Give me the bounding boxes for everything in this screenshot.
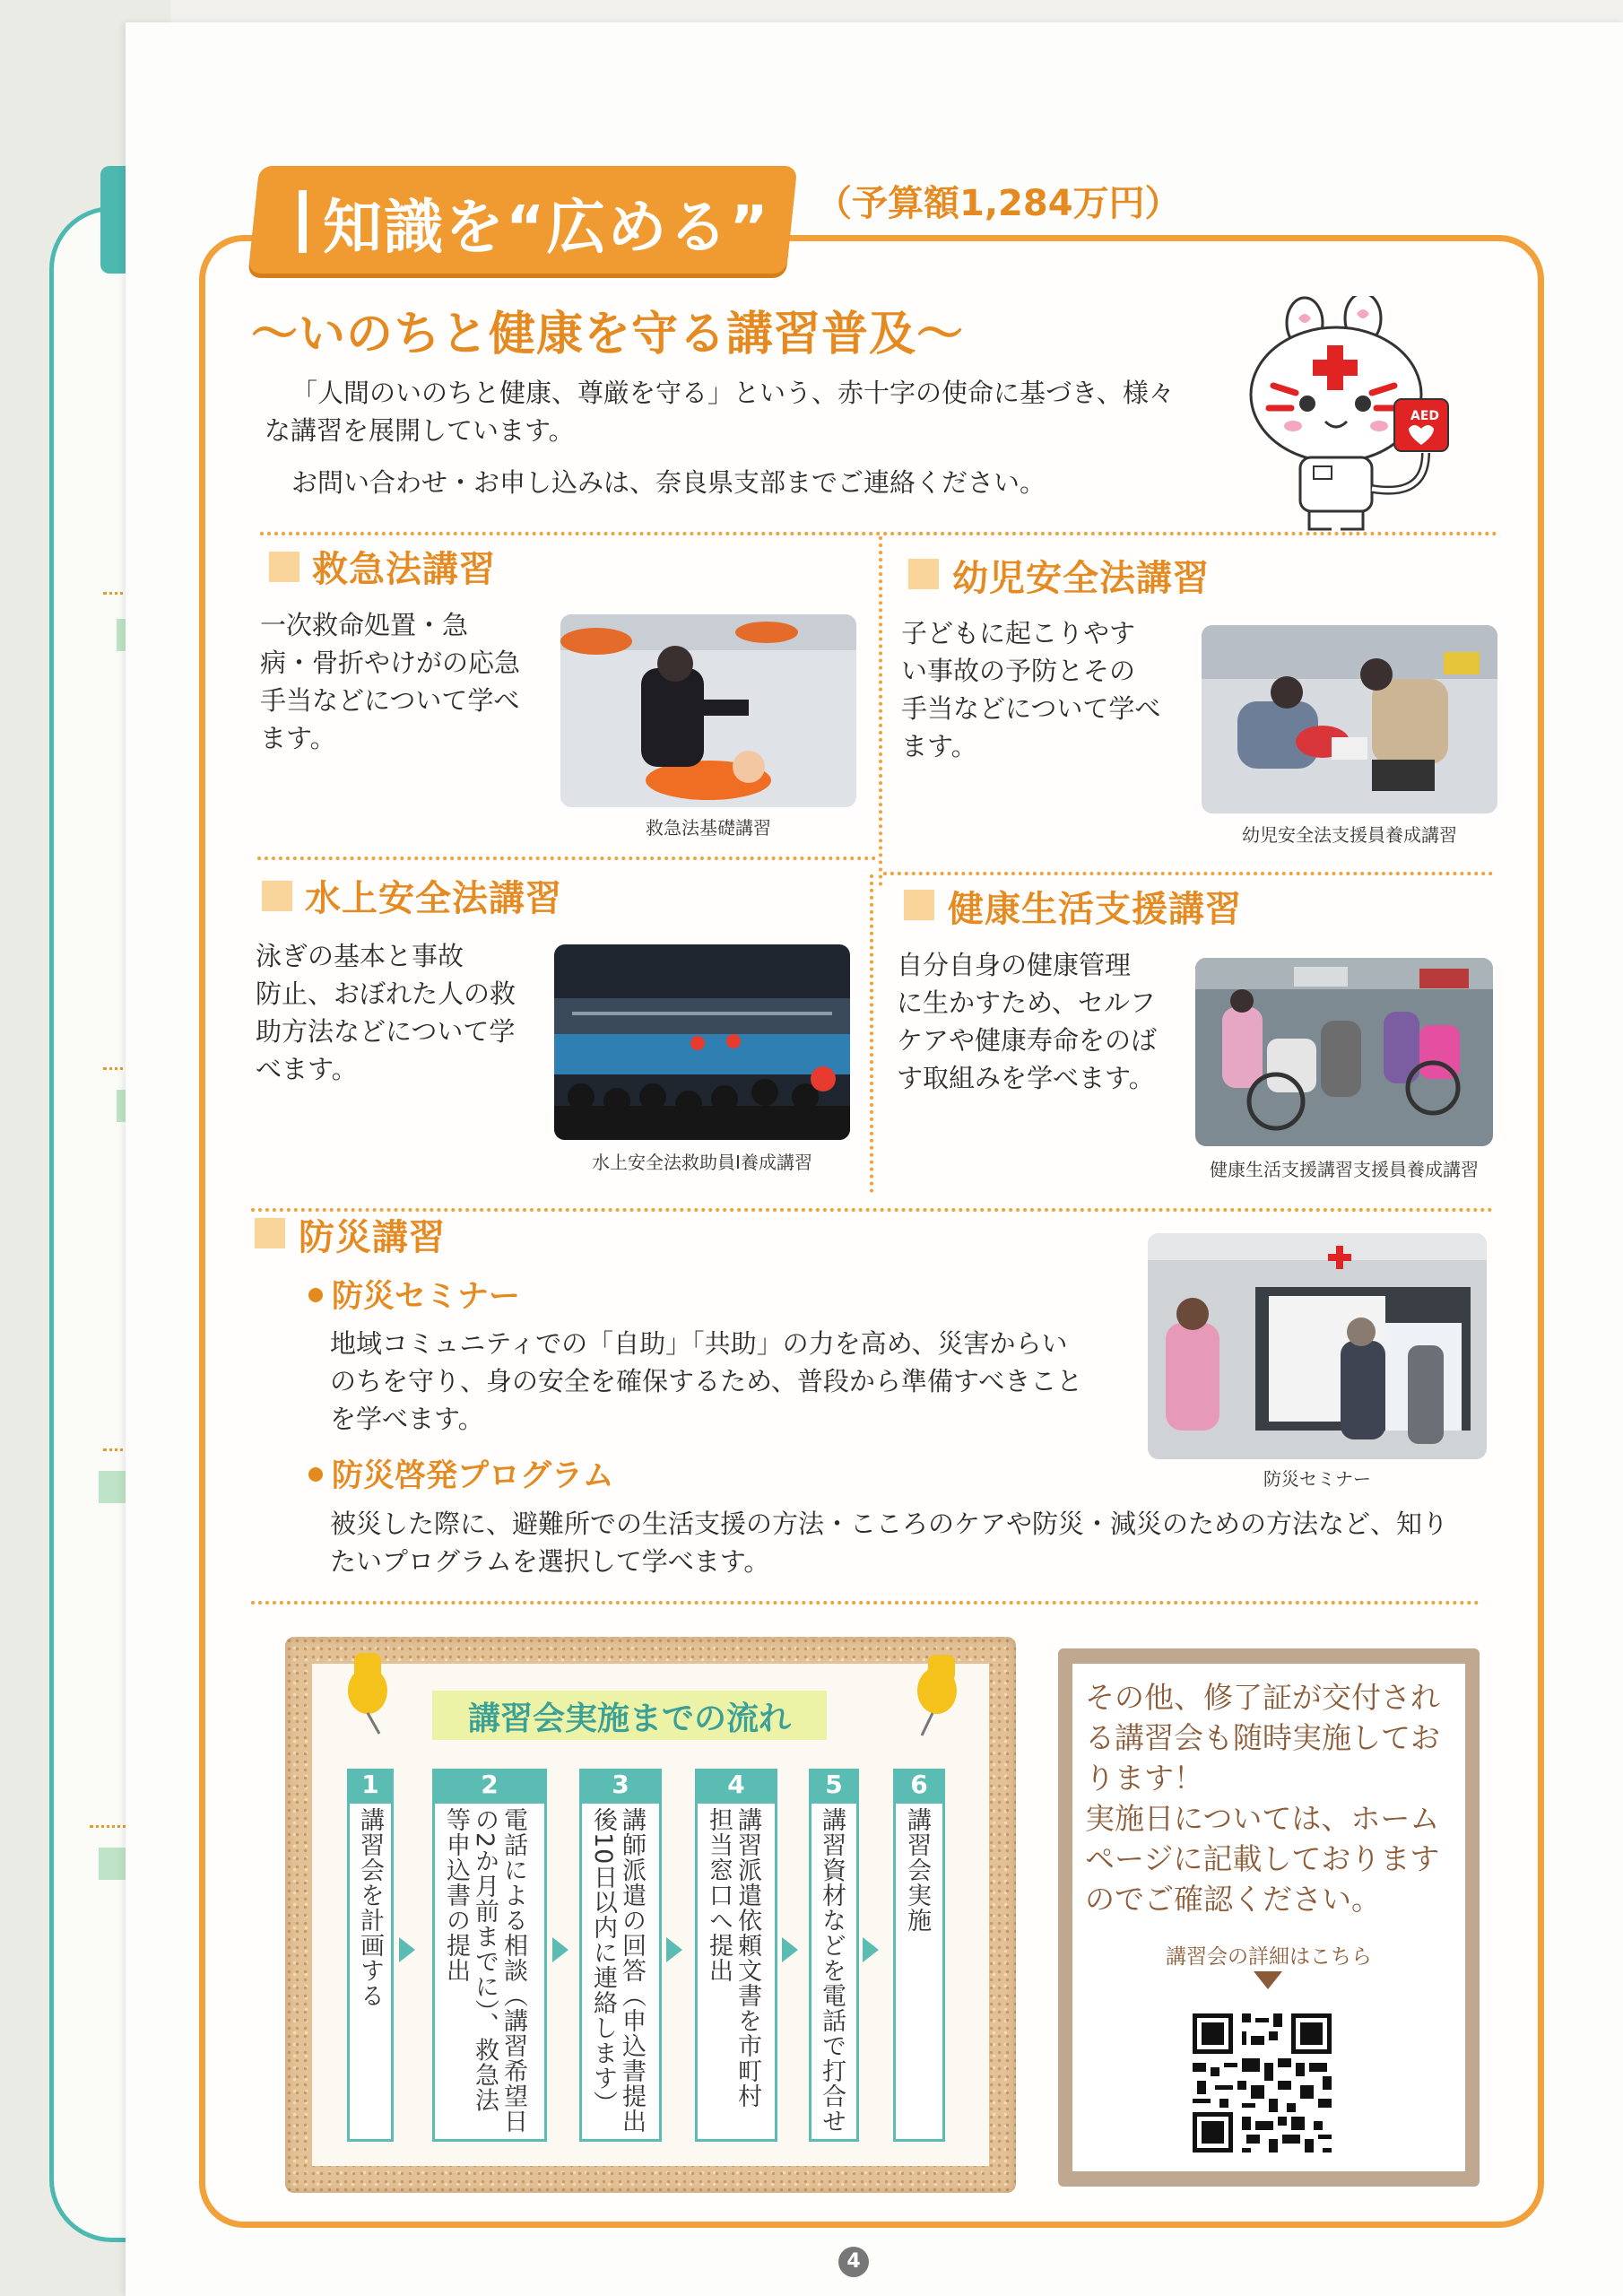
step-text: 電話による相談（講習希望日 の2か月前までに）、救急法 等申込書の提出 xyxy=(442,1807,527,2134)
photo-caption: 健康生活支援講習支援員養成講習 xyxy=(1210,1159,1479,1180)
intro-text: お問い合わせ・お申し込みは、奈良県支部までご連絡ください。 xyxy=(291,467,1046,498)
section-marker xyxy=(908,559,939,589)
arrow-right-icon xyxy=(666,1937,682,1962)
arrow-right-icon xyxy=(399,1937,415,1962)
step-number: 2 xyxy=(432,1769,547,1801)
divider xyxy=(870,874,873,1193)
section-heading-health-support: 健康生活支援講習 xyxy=(948,889,1242,930)
divider xyxy=(883,872,1493,875)
bullet-icon xyxy=(308,1467,323,1482)
disaster-seminar-photo xyxy=(1148,1233,1487,1459)
page-subtitle: ～いのちと健康を守る講習普及～ xyxy=(251,308,965,361)
divider xyxy=(251,1601,1480,1605)
aed-badge-label: AED xyxy=(1410,409,1440,423)
page-title: 知識を“広める” xyxy=(323,193,770,262)
section-body-child-safety: 子どもに起こりやす い事故の予防とその 手当などについて学べ ます。 xyxy=(901,618,1161,761)
arrow-right-icon xyxy=(782,1937,798,1962)
qr-code-icon[interactable] xyxy=(1188,2009,1336,2157)
water-safety-photo xyxy=(554,944,850,1140)
disaster-seminar-body: 地域コミュニティでの「自助」「共助」の力を高め、災害からい のちを守り、身の安全を確保するため、普段から準備すべきこと を学べます。 xyxy=(330,1328,1083,1434)
down-triangle-icon xyxy=(1254,1971,1282,1989)
red-cross-mascot-icon xyxy=(1237,296,1462,538)
arrow-right-icon xyxy=(552,1937,568,1962)
bullet-icon xyxy=(308,1288,323,1302)
step-number: 1 xyxy=(347,1769,394,1801)
step-text: 講師派遣の回答（申込書提出 後10日以内に連絡します） xyxy=(589,1807,646,2134)
section-heading-child-safety: 幼児安全法講習 xyxy=(952,558,1210,599)
photo-caption: 防災セミナー xyxy=(1263,1468,1371,1490)
section-body-water-safety: 泳ぎの基本と事故 防止、おぼれた人の救 助方法などについて学 べます。 xyxy=(256,941,516,1084)
title-bar-accent xyxy=(299,190,307,253)
step-number: 4 xyxy=(695,1769,777,1801)
photo-caption: 水上安全法救助員Ⅰ養成講習 xyxy=(592,1152,812,1173)
first-aid-photo xyxy=(560,614,856,807)
section-body-health-support: 自分自身の健康管理 に生かすため、セルフ ケアや健康寿命をのば す取組みを学べます。 xyxy=(897,950,1158,1093)
section-marker xyxy=(904,890,934,920)
step-text: 講習派遣依頼文書を市町村 担当窓口へ提出 xyxy=(705,1807,761,2109)
flow-title: 講習会実施までの流れ xyxy=(467,1700,791,1737)
section-heading-water-safety: 水上安全法講習 xyxy=(305,878,562,919)
section-marker xyxy=(269,552,299,582)
details-link[interactable]: 講習会の詳細はこちら xyxy=(1166,1945,1372,1969)
divider xyxy=(879,536,882,886)
step-text: 講習資材などを電話で打合せ xyxy=(818,1807,846,2134)
disaster-program-body: 被災した際に、避難所での生活支援の方法・こころのケアや防災・減災のための方法など、知り たいプログラムを選択して学べます。 xyxy=(330,1509,1449,1577)
child-safety-photo xyxy=(1202,625,1497,813)
section-heading-disaster: 防災講習 xyxy=(299,1217,446,1258)
step-number: 5 xyxy=(809,1769,859,1801)
section-marker xyxy=(262,881,292,911)
pushpin-icon xyxy=(336,1637,399,1735)
section-body-first-aid: 一次救命処置・急 病・骨折やけがの応急 手当などについて学べ ます。 xyxy=(260,610,521,753)
intro-text: 「人間のいのちと健康、尊厳を守る」という、赤十字の使命に基づき、様々 xyxy=(291,378,1175,408)
page-number: 4 xyxy=(838,2247,869,2277)
pushpin-icon xyxy=(906,1641,968,1740)
divider xyxy=(257,857,876,860)
intro-text: な講習を展開しています。 xyxy=(265,415,575,446)
step-number: 6 xyxy=(893,1769,945,1801)
health-support-photo xyxy=(1195,958,1493,1146)
section-marker xyxy=(255,1218,285,1248)
step-text: 講習会実施 xyxy=(903,1807,931,1933)
divider xyxy=(260,532,1497,535)
step-number: 3 xyxy=(579,1769,662,1801)
disaster-program-heading: 防災啓発プログラム xyxy=(332,1458,614,1494)
section-heading-first-aid: 救急法講習 xyxy=(312,549,496,590)
photo-caption: 救急法基礎講習 xyxy=(646,817,771,839)
photo-caption: 幼児安全法支援員養成講習 xyxy=(1242,824,1457,846)
step-text: 講習会を計画する xyxy=(356,1807,384,2008)
arrow-right-icon xyxy=(863,1937,879,1962)
budget-label: （予算額1,284万円） xyxy=(816,183,1181,224)
disaster-seminar-heading: 防災セミナー xyxy=(332,1279,521,1315)
info-text: その他、修了証が交付され る講習会も随時実施してお ります！ 実施日については、ホーム ページに記載しております のでご確認ください。 xyxy=(1085,1680,1440,1917)
